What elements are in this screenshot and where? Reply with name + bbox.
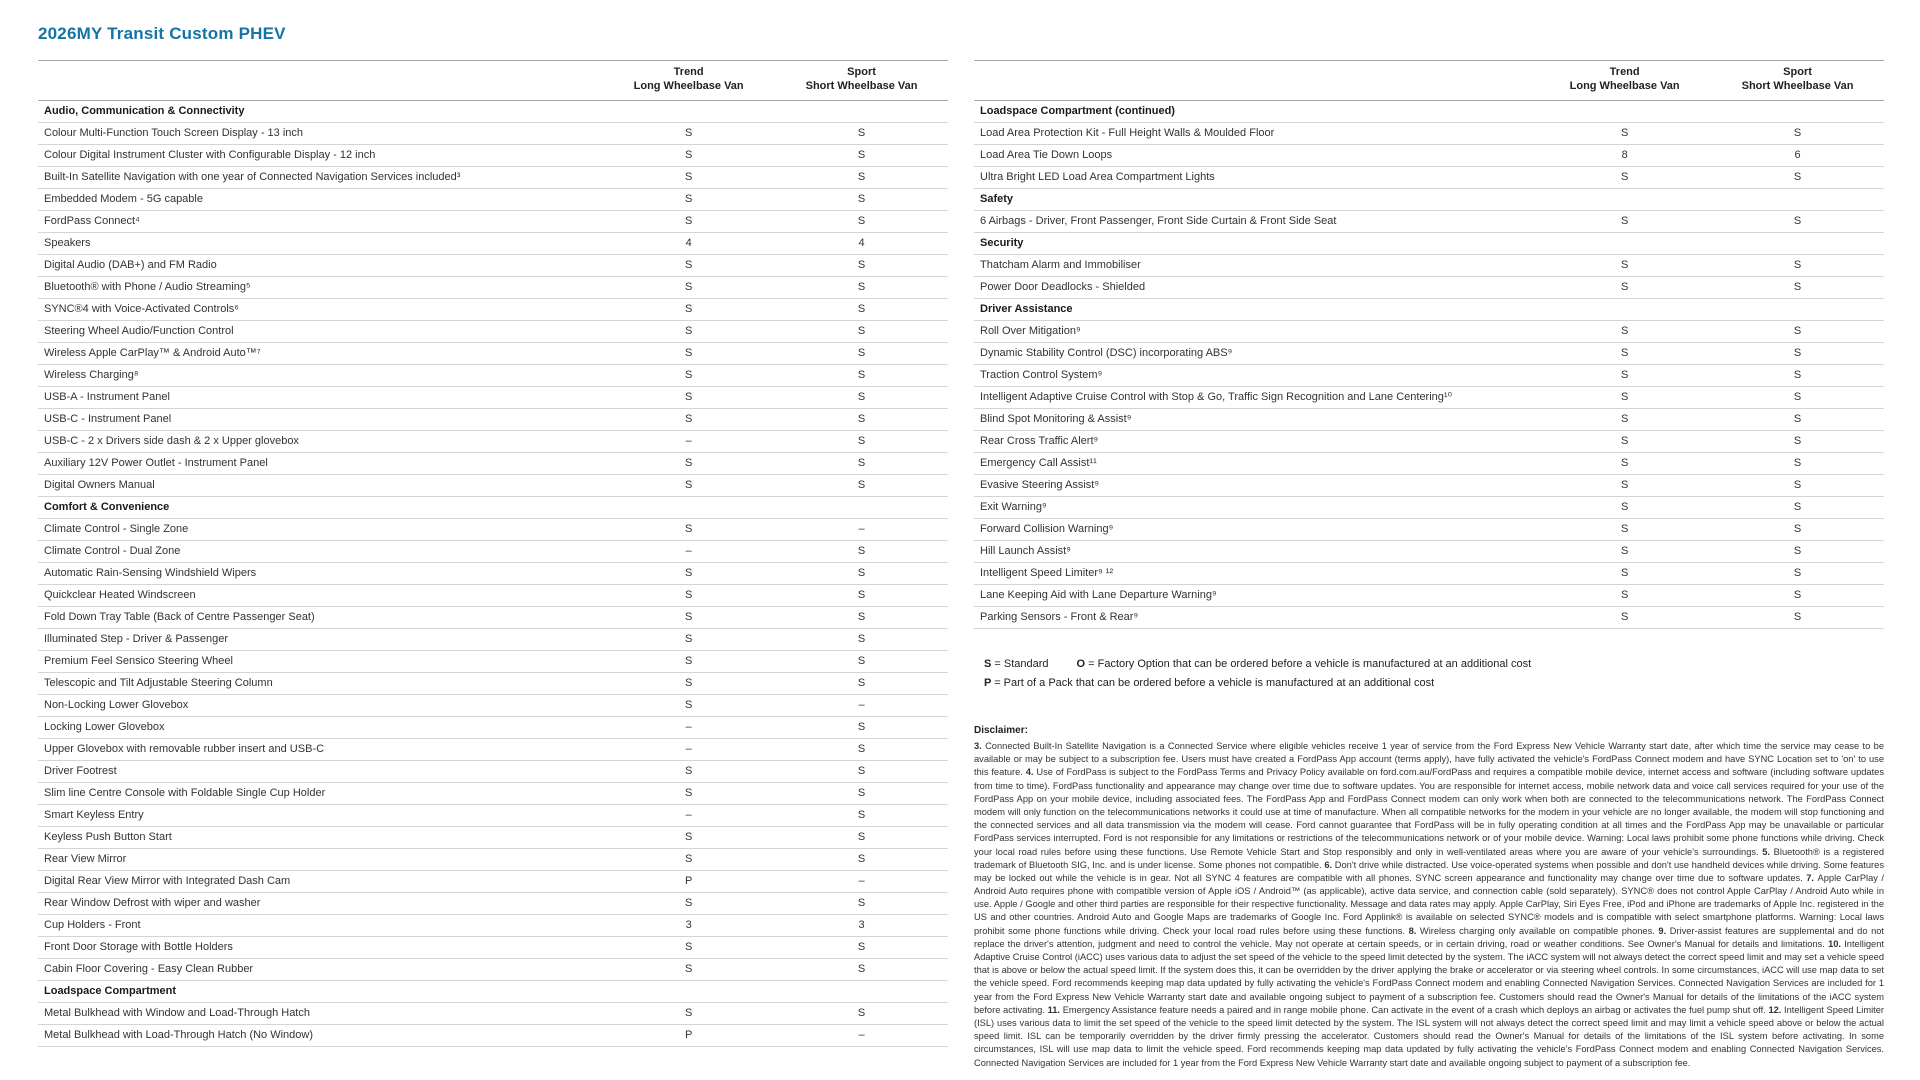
feature-value: S xyxy=(775,276,948,298)
section-header-row xyxy=(974,188,1884,210)
feature-row xyxy=(38,606,948,628)
feature-value: S xyxy=(1711,474,1884,496)
feature-value: S xyxy=(1711,408,1884,430)
feature-label: Metal Bulkhead with Load-Through Hatch (No Window) xyxy=(38,1024,602,1046)
feature-label: Parking Sensors - Front & Rear⁹ xyxy=(974,606,1538,628)
feature-value: S xyxy=(1711,606,1884,628)
feature-label: Rear Window Defrost with wiper and washer xyxy=(38,892,602,914)
feature-value: S xyxy=(1538,122,1711,144)
feature-label: Front Door Storage with Bottle Holders xyxy=(38,936,602,958)
feature-row xyxy=(974,254,1884,276)
feature-value: S xyxy=(602,364,775,386)
feature-value: S xyxy=(602,320,775,342)
feature-label: Load Area Protection Kit - Full Height Walls & Moulded Floor xyxy=(974,122,1538,144)
feature-value: S xyxy=(775,628,948,650)
trim-column-header: Sport Short Wheelbase Van xyxy=(775,61,948,101)
feature-value: S xyxy=(775,254,948,276)
feature-label: Steering Wheel Audio/Function Control xyxy=(38,320,602,342)
feature-value: S xyxy=(1538,408,1711,430)
feature-row xyxy=(974,430,1884,452)
section-title: Safety xyxy=(974,188,1884,210)
feature-value: S xyxy=(775,936,948,958)
feature-label: Wireless Apple CarPlay™ & Android Auto™⁷ xyxy=(38,342,602,364)
feature-row xyxy=(38,518,948,540)
feature-label: FordPass Connect⁴ xyxy=(38,210,602,232)
feature-label: Wireless Charging⁸ xyxy=(38,364,602,386)
feature-row xyxy=(974,540,1884,562)
feature-value: S xyxy=(775,320,948,342)
feature-value: 3 xyxy=(602,914,775,936)
feature-value: S xyxy=(1538,474,1711,496)
feature-value: S xyxy=(1711,122,1884,144)
feature-value: S xyxy=(775,1002,948,1024)
feature-value: – xyxy=(775,1024,948,1046)
feature-value: S xyxy=(602,276,775,298)
feature-value: S xyxy=(1711,518,1884,540)
feature-value: S xyxy=(602,298,775,320)
legend-key: O xyxy=(1076,657,1089,670)
feature-value: S xyxy=(775,386,948,408)
disclaimer-item-number: 3. xyxy=(974,741,986,751)
feature-value: S xyxy=(775,892,948,914)
disclaimer-item-number: 4. xyxy=(1025,767,1037,778)
feature-value: S xyxy=(1538,452,1711,474)
feature-row xyxy=(38,430,948,452)
feature-row xyxy=(38,650,948,672)
feature-label: Colour Multi-Function Touch Screen Display - 13 inch xyxy=(38,122,602,144)
feature-value: S xyxy=(602,1002,775,1024)
feature-value: – xyxy=(602,738,775,760)
feature-value: S xyxy=(775,958,948,980)
feature-row xyxy=(974,496,1884,518)
feature-row xyxy=(38,694,948,716)
feature-row xyxy=(38,342,948,364)
feature-label: Locking Lower Glovebox xyxy=(38,716,602,738)
feature-value: – xyxy=(775,694,948,716)
feature-column-spacer xyxy=(38,61,602,101)
feature-row xyxy=(38,1024,948,1046)
feature-label: Quickclear Heated Windscreen xyxy=(38,584,602,606)
disclaimer-text: 3. Connected Built-In Satellite Navigation is a Connected Service where eligible vehicles receive 1 year of service from the Ford Express New Vehicle Warranty start date, after which time the service may cease to be available or may be subject to a subscription fee. Users must have created a FordPass App account (terms apply), have fully activated the vehicle's FordPass Connect modem and have SYNC Location set to 'on' to use this feature. 4. Use of FordPass is subject to the FordPass Terms and Privacy Policy available on ford.com.au/FordPass and requires a compatible mobile device, internet access and software (including software updates from time to time). FordPass functionality and appearance may change over time due to software updates. You are responsible for internet access, mobile network data and voice call services required for your use of the FordPass App on your mobile device, including associated fees. The FordPass App and FordPass Connect modem can only work when both are connected to the telecommunications network. The FordPass Connect modem will only function on the telecommunications networks it could use at time of manufacture. When all compatible networks for the modem in your vehicle are no longer available, the modem will stop functioning and the connected services and all data transmission via the modem will cease. Ford cannot guarantee that FordPass will be in fully operating condition at all times and the FordPass App may be unavailable or particular FordPass services interrupted. Ford is not responsible for any limitations or restrictions of the telecommunications network or of your mobile device. Warning: Local laws prohibit some phone functions while driving. Check your local road rules before using these functions. Use Remote Vehicle Start and Stop responsibly and only in well-ventilated areas where you are aware of your vehicle's surroundings. 5. Bluetooth® is a registered trademark of Bluetooth SIG, Inc. and is under license. Some phones not compatible. 6. Don't drive while distracted. Use voice-operated systems when possible and don't use handheld devices while driving. Some features may be locked out while the vehicle is in gear. Not all SYNC 4 features are compatible with all phones. SYNC screen appearance and functionality may change over time due to software updates. 7. Apple CarPlay / Android Auto requires phone with compatible version of Apple iOS / Android™ (as applicable), active data service, and connection cable (sold separately). SYNC® does not control Apple CarPlay / Android Auto while in use. Apple / Google and other third parties are responsible for their respective functionality. Message and data rates may apply. Apple CarPlay, Siri Eyes Free, iPod and iPhone are trademarks of Apple Inc. registered in the US and other countries. Android Auto and Google Maps are trademarks of Google Inc. Ford Applink® is available on selected SYNC® models and is compatible with select smartphone platforms. Warning: Local laws prohibit some phone functions while driving. Check your local road rules before using these functions. 8. Wireless charging only available on compatible phones. 9. Driver-assist features are supplemental and do not replace the driver's attention, judgment and need to control the vehicle. May not operate at certain speeds, or in certain driving, road or weather conditions. See Owner's Manual for details and limitations. 10. Intelligent Adaptive Cruise Control (iACC) uses various data to adjust the set speed of the vehicle to the speed limit detected by the system. The iACC system will not always detect the correct speed limit and may set a vehicle speed that is above or below the actual speed limit. If the system does this, it can be overridden by the driver applying the brake or accelerator or via steering wheel controls. In some circumstances, iACC will use map data to set the vehicle speed. Ford recommends keeping map data updated by fully activating the vehicle's FordPass Connect modem and enabling Connected Navigation Services. Connected Navigation Services are included for 1 year from the Ford Express New Vehicle Warranty start date and available ongoing subject to payment of a subscription fee. Customers should read the Owner's Manual for details of the limitations of the iACC system before activating. 11. Emergency Assistance feature needs a paired and in range mobile phone. Can activate in the event of a crash which deploys an airbag or activates the fuel pump shut off. 12. Intelligent Speed Limiter (ISL) uses various data to limit the set speed of the vehicle to the speed limit detected by the system. The ISL system will not always detect the correct speed limit and may limit a vehicle speed above or below the actual speed limit. ISL can be temporarily overridden by the driver firmly pressing the accelerator. Customers should read the Owner's Manual for details of the limitations of the ISL system before activating. In some circumstances, ISL will use map data to limit the vehicle speed. Ford recommends keeping map data updated by fully activating the vehicle's FordPass Connect modem and enabling Connected Navigation Services. Connected Navigation Services are included for 1 year from the Ford Express New Vehicle Warranty start date and available ongoing subject to payment of a subscription fee. xyxy=(974,741,1885,1068)
feature-label: Load Area Tie Down Loops xyxy=(974,144,1538,166)
feature-value: S xyxy=(602,188,775,210)
feature-row xyxy=(38,474,948,496)
feature-label: Speakers xyxy=(38,232,602,254)
feature-label: Blind Spot Monitoring & Assist⁹ xyxy=(974,408,1538,430)
feature-value: S xyxy=(1711,210,1884,232)
feature-value: S xyxy=(602,518,775,540)
feature-row xyxy=(38,672,948,694)
section-header-row xyxy=(38,496,948,518)
feature-label: Keyless Push Button Start xyxy=(38,826,602,848)
feature-label: Telescopic and Tilt Adjustable Steering Column xyxy=(38,672,602,694)
feature-row xyxy=(38,210,948,232)
feature-row xyxy=(38,562,948,584)
feature-value: S xyxy=(1538,562,1711,584)
feature-row xyxy=(38,386,948,408)
feature-value: S xyxy=(1538,606,1711,628)
feature-label: Metal Bulkhead with Window and Load-Through Hatch xyxy=(38,1002,602,1024)
feature-value: S xyxy=(602,848,775,870)
feature-value: S xyxy=(1538,364,1711,386)
feature-row xyxy=(974,144,1884,166)
feature-row xyxy=(38,540,948,562)
feature-label: Emergency Call Assist¹¹ xyxy=(974,452,1538,474)
feature-value: S xyxy=(775,540,948,562)
disclaimer-item-number: 10. xyxy=(1828,938,1845,949)
feature-value: – xyxy=(775,870,948,892)
feature-label: Thatcham Alarm and Immobiliser xyxy=(974,254,1538,276)
feature-value: S xyxy=(775,562,948,584)
feature-label: Hill Launch Assist⁹ xyxy=(974,540,1538,562)
section-title: Driver Assistance xyxy=(974,298,1884,320)
feature-row xyxy=(974,562,1884,584)
section-title: Loadspace Compartment xyxy=(38,980,948,1002)
spec-table-left xyxy=(38,60,948,1047)
feature-value: S xyxy=(602,474,775,496)
right-column xyxy=(974,60,1884,1070)
disclaimer-item-number: 11. xyxy=(1047,1004,1063,1015)
feature-row xyxy=(974,210,1884,232)
feature-value: S xyxy=(775,298,948,320)
feature-value: S xyxy=(602,254,775,276)
feature-label: Power Door Deadlocks - Shielded xyxy=(974,276,1538,298)
feature-label: Auxiliary 12V Power Outlet - Instrument Panel xyxy=(38,452,602,474)
feature-label: Premium Feel Sensico Steering Wheel xyxy=(38,650,602,672)
feature-value: S xyxy=(775,716,948,738)
feature-row xyxy=(38,914,948,936)
feature-row xyxy=(38,1002,948,1024)
feature-row xyxy=(974,386,1884,408)
feature-value: S xyxy=(602,166,775,188)
feature-value: S xyxy=(775,650,948,672)
feature-label: Digital Rear View Mirror with Integrated Dash Cam xyxy=(38,870,602,892)
feature-row xyxy=(38,298,948,320)
content-columns xyxy=(38,60,1884,1070)
legend-line xyxy=(984,674,1884,693)
feature-value: S xyxy=(602,452,775,474)
feature-value: S xyxy=(602,672,775,694)
feature-row xyxy=(974,276,1884,298)
feature-value: S xyxy=(775,364,948,386)
feature-label: Driver Footrest xyxy=(38,760,602,782)
feature-label: Rear Cross Traffic Alert⁹ xyxy=(974,430,1538,452)
feature-label: Illuminated Step - Driver & Passenger xyxy=(38,628,602,650)
feature-row xyxy=(974,474,1884,496)
feature-label: Automatic Rain-Sensing Windshield Wipers xyxy=(38,562,602,584)
feature-value: – xyxy=(602,716,775,738)
feature-value: – xyxy=(602,540,775,562)
feature-row xyxy=(38,958,948,980)
feature-value: S xyxy=(602,650,775,672)
feature-value: 4 xyxy=(775,232,948,254)
feature-label: Intelligent Adaptive Cruise Control with Stop & Go, Traffic Sign Recognition and Lane Centering¹⁰ xyxy=(974,386,1538,408)
disclaimer-heading: Disclaimer: xyxy=(974,725,1028,736)
feature-label: Rear View Mirror xyxy=(38,848,602,870)
feature-value: S xyxy=(1538,210,1711,232)
feature-row xyxy=(38,760,948,782)
feature-label: Intelligent Speed Limiter⁹ ¹² xyxy=(974,562,1538,584)
feature-value: S xyxy=(775,210,948,232)
feature-label: USB-A - Instrument Panel xyxy=(38,386,602,408)
disclaimer-item-number: 5. xyxy=(1762,846,1774,857)
feature-row xyxy=(38,364,948,386)
feature-value: S xyxy=(1711,452,1884,474)
feature-value: S xyxy=(775,430,948,452)
disclaimer xyxy=(974,725,1884,1070)
feature-row xyxy=(974,518,1884,540)
feature-label: Ultra Bright LED Load Area Compartment Lights xyxy=(974,166,1538,188)
feature-value: S xyxy=(1711,364,1884,386)
section-header-row xyxy=(38,980,948,1002)
feature-value: S xyxy=(602,892,775,914)
feature-value: S xyxy=(775,188,948,210)
disclaimer-item-number: 7. xyxy=(1806,872,1818,883)
feature-row xyxy=(974,342,1884,364)
feature-value: S xyxy=(1538,342,1711,364)
disclaimer-item-number: 8. xyxy=(1408,925,1420,936)
feature-label: Dynamic Stability Control (DSC) incorporating ABS⁹ xyxy=(974,342,1538,364)
column-header-row xyxy=(974,61,1884,101)
feature-row xyxy=(38,452,948,474)
feature-value: S xyxy=(775,474,948,496)
section-title: Audio, Communication & Connectivity xyxy=(38,100,948,122)
feature-row xyxy=(974,166,1884,188)
feature-value: 6 xyxy=(1711,144,1884,166)
feature-row xyxy=(38,804,948,826)
legend xyxy=(984,655,1884,694)
left-column xyxy=(38,60,948,1047)
feature-row xyxy=(974,606,1884,628)
feature-value: S xyxy=(775,144,948,166)
feature-row xyxy=(974,320,1884,342)
feature-value: S xyxy=(1711,320,1884,342)
feature-value: S xyxy=(775,342,948,364)
legend-item: O = Factory Option that can be ordered before a vehicle is manufactured at an additional cost xyxy=(1076,657,1532,670)
feature-value: S xyxy=(775,408,948,430)
feature-value: S xyxy=(602,342,775,364)
feature-value: – xyxy=(775,518,948,540)
feature-value: S xyxy=(1711,276,1884,298)
feature-label: Roll Over Mitigation⁹ xyxy=(974,320,1538,342)
feature-value: S xyxy=(775,782,948,804)
feature-label: Climate Control - Single Zone xyxy=(38,518,602,540)
disclaimer-item-number: 9. xyxy=(1658,925,1670,936)
section-header-row xyxy=(38,100,948,122)
feature-row xyxy=(974,122,1884,144)
feature-value: S xyxy=(775,452,948,474)
feature-value: S xyxy=(1538,386,1711,408)
feature-label: Non-Locking Lower Glovebox xyxy=(38,694,602,716)
feature-row xyxy=(38,188,948,210)
feature-label: Embedded Modem - 5G capable xyxy=(38,188,602,210)
feature-value: S xyxy=(775,122,948,144)
legend-item: S = Standard xyxy=(984,657,1049,670)
feature-row xyxy=(38,122,948,144)
feature-label: 6 Airbags - Driver, Front Passenger, Front Side Curtain & Front Side Seat xyxy=(974,210,1538,232)
feature-value: S xyxy=(775,672,948,694)
feature-label: Built-In Satellite Navigation with one year of Connected Navigation Services included³ xyxy=(38,166,602,188)
feature-value: P xyxy=(602,1024,775,1046)
feature-value: S xyxy=(602,958,775,980)
trim-column-header: Sport Short Wheelbase Van xyxy=(1711,61,1884,101)
feature-value: S xyxy=(1538,166,1711,188)
feature-value: S xyxy=(602,144,775,166)
feature-row xyxy=(38,276,948,298)
feature-row xyxy=(38,892,948,914)
feature-value: S xyxy=(602,386,775,408)
feature-value: S xyxy=(1538,430,1711,452)
feature-value: S xyxy=(602,210,775,232)
feature-label: Traction Control System⁹ xyxy=(974,364,1538,386)
feature-value: S xyxy=(775,606,948,628)
feature-label: Lane Keeping Aid with Lane Departure Warning⁹ xyxy=(974,584,1538,606)
feature-row xyxy=(38,408,948,430)
section-header-row xyxy=(974,100,1884,122)
feature-row xyxy=(38,870,948,892)
feature-row xyxy=(974,408,1884,430)
feature-row xyxy=(974,452,1884,474)
feature-label: Cup Holders - Front xyxy=(38,914,602,936)
feature-value: 3 xyxy=(775,914,948,936)
feature-value: S xyxy=(602,826,775,848)
feature-value: – xyxy=(602,804,775,826)
feature-value: S xyxy=(1711,584,1884,606)
section-header-row xyxy=(974,232,1884,254)
feature-label: Slim line Centre Console with Foldable Single Cup Holder xyxy=(38,782,602,804)
feature-label: USB-C - Instrument Panel xyxy=(38,408,602,430)
feature-column-spacer xyxy=(974,61,1538,101)
page-title: 2026MY Transit Custom PHEV xyxy=(38,24,286,43)
feature-label: Fold Down Tray Table (Back of Centre Passenger Seat) xyxy=(38,606,602,628)
feature-value: – xyxy=(602,430,775,452)
feature-label: Smart Keyless Entry xyxy=(38,804,602,826)
disclaimer-item-number: 6. xyxy=(1324,859,1335,870)
feature-value: S xyxy=(1711,254,1884,276)
feature-value: S xyxy=(602,628,775,650)
feature-label: Bluetooth® with Phone / Audio Streaming⁵ xyxy=(38,276,602,298)
feature-value: S xyxy=(775,166,948,188)
disclaimer-item-number: 12. xyxy=(1768,1004,1785,1015)
trim-column-header: Trend Long Wheelbase Van xyxy=(602,61,775,101)
feature-value: S xyxy=(602,760,775,782)
feature-row xyxy=(38,826,948,848)
feature-value: S xyxy=(1538,254,1711,276)
legend-key: P xyxy=(984,676,995,689)
feature-value: 8 xyxy=(1538,144,1711,166)
feature-value: S xyxy=(602,936,775,958)
feature-label: Evasive Steering Assist⁹ xyxy=(974,474,1538,496)
feature-row xyxy=(38,738,948,760)
feature-label: USB-C - 2 x Drivers side dash & 2 x Upper glovebox xyxy=(38,430,602,452)
feature-value: S xyxy=(602,694,775,716)
feature-value: S xyxy=(1538,518,1711,540)
feature-value: S xyxy=(775,804,948,826)
feature-label: Cabin Floor Covering - Easy Clean Rubber xyxy=(38,958,602,980)
feature-value: S xyxy=(1711,540,1884,562)
feature-row xyxy=(38,936,948,958)
spec-table-right xyxy=(974,60,1884,629)
legend-item: P = Part of a Pack that can be ordered before a vehicle is manufactured at an additional cost xyxy=(984,676,1435,689)
trim-column-header: Trend Long Wheelbase Van xyxy=(1538,61,1711,101)
feature-value: S xyxy=(602,584,775,606)
feature-value: S xyxy=(775,584,948,606)
feature-value: S xyxy=(1538,540,1711,562)
feature-value: S xyxy=(775,848,948,870)
feature-value: S xyxy=(1711,342,1884,364)
feature-value: S xyxy=(775,826,948,848)
feature-row xyxy=(38,320,948,342)
feature-row xyxy=(38,848,948,870)
feature-label: Digital Owners Manual xyxy=(38,474,602,496)
legend-line xyxy=(984,655,1884,674)
feature-label: Digital Audio (DAB+) and FM Radio xyxy=(38,254,602,276)
section-title: Loadspace Compartment (continued) xyxy=(974,100,1884,122)
feature-value: 4 xyxy=(602,232,775,254)
feature-label: Upper Glovebox with removable rubber insert and USB-C xyxy=(38,738,602,760)
feature-value: S xyxy=(602,782,775,804)
feature-value: S xyxy=(1711,166,1884,188)
feature-value: S xyxy=(1538,320,1711,342)
feature-value: S xyxy=(775,738,948,760)
feature-row xyxy=(38,782,948,804)
feature-row xyxy=(38,166,948,188)
section-title: Security xyxy=(974,232,1884,254)
feature-row xyxy=(38,232,948,254)
feature-row xyxy=(38,584,948,606)
feature-row xyxy=(38,628,948,650)
feature-value: S xyxy=(1538,496,1711,518)
feature-value: S xyxy=(602,122,775,144)
section-header-row xyxy=(974,298,1884,320)
column-header-row xyxy=(38,61,948,101)
feature-value: S xyxy=(1538,584,1711,606)
feature-label: Climate Control - Dual Zone xyxy=(38,540,602,562)
feature-row xyxy=(974,364,1884,386)
feature-value: S xyxy=(602,408,775,430)
legend-key: S xyxy=(984,657,995,670)
feature-row xyxy=(38,716,948,738)
feature-value: S xyxy=(1538,276,1711,298)
feature-value: P xyxy=(602,870,775,892)
feature-row xyxy=(974,584,1884,606)
feature-row xyxy=(38,144,948,166)
feature-value: S xyxy=(602,606,775,628)
feature-value: S xyxy=(602,562,775,584)
feature-value: S xyxy=(1711,496,1884,518)
feature-value: S xyxy=(1711,562,1884,584)
feature-label: Forward Collision Warning⁹ xyxy=(974,518,1538,540)
feature-value: S xyxy=(1711,430,1884,452)
feature-label: SYNC®4 with Voice-Activated Controls⁶ xyxy=(38,298,602,320)
feature-value: S xyxy=(775,760,948,782)
feature-row xyxy=(38,254,948,276)
feature-label: Colour Digital Instrument Cluster with Configurable Display - 12 inch xyxy=(38,144,602,166)
section-title: Comfort & Convenience xyxy=(38,496,948,518)
feature-value: S xyxy=(1711,386,1884,408)
feature-label: Exit Warning⁹ xyxy=(974,496,1538,518)
